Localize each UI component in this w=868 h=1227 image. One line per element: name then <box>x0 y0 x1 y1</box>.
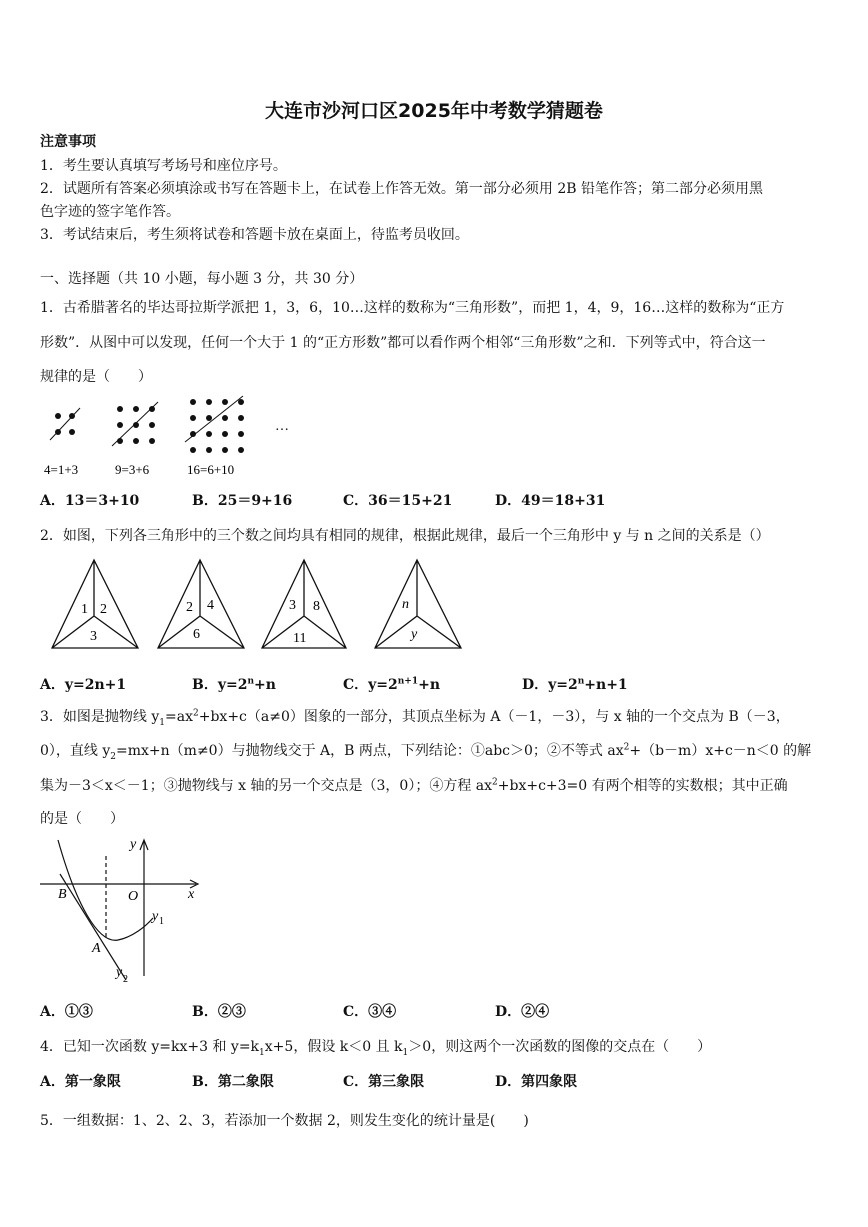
q5-line1: 5．一组数据：1、2、2、3，若添加一个数据 2，则发生变化的统计量是( ) <box>40 1113 529 1129</box>
q3-l3-b: +bx+c+3=0 有两个相等的实数根；其中正确 <box>497 778 788 794</box>
q4-l1-b: x+5，假设 k＜0 且 k <box>264 1039 403 1055</box>
graph-origin-label: O <box>128 889 139 904</box>
graph-y2-sub: 2 <box>123 974 128 985</box>
tri4-left: n <box>402 597 409 612</box>
q3-l3-sup: 2 <box>492 777 498 788</box>
q3-line1 <box>40 706 790 728</box>
graph-y2-label: y <box>116 965 123 980</box>
q3-l1-sub: 1 <box>159 717 166 728</box>
graph-point-a: A <box>92 941 101 956</box>
tri2-right: 4 <box>207 598 214 613</box>
q1-option-c[interactable]: C．36＝15+21 <box>343 493 453 509</box>
q3-l3-a: 集为－3＜x＜－1；③抛物线与 x 轴的另一个交点是（3，0）；④方程 ax <box>40 778 493 794</box>
q3-line4: 的是（ ） <box>40 811 124 827</box>
q3-option-d[interactable]: D．②④ <box>495 1004 550 1020</box>
q2-option-d-exp: n <box>577 676 585 687</box>
q4-l1-c: ＞0，则这两个一次函数的图像的交点在（ ） <box>408 1039 712 1055</box>
q1-line2: 形数”．从图中可以发现，任何一个大于 1 的“正方形数”都可以看作两个相邻“三角形数”之和．下列等式中，符合这一 <box>40 335 766 351</box>
tri1-left: 1 <box>81 602 88 617</box>
section-heading: 一、选择题（共 10 小题，每小题 3 分，共 30 分） <box>40 271 364 287</box>
q2-option-b-tail: +n <box>254 677 276 693</box>
graph-point-b: B <box>58 887 67 902</box>
note-1: 1．考生要认真填写考场号和座位序号。 <box>40 158 287 174</box>
square-numbers-figure <box>40 394 310 480</box>
tri2-bottom: 6 <box>193 627 200 642</box>
q1-line1: 1．古希腊著名的毕达哥拉斯学派把 1，3，6，10…这样的数称为“三角形数”，而把 1，4，9，16…这样的数称为“正方 <box>40 300 785 316</box>
notes-heading: 注意事项 <box>40 134 96 150</box>
q3-option-a[interactable]: A．①③ <box>40 1004 93 1020</box>
graph-y1-label: y <box>152 909 159 924</box>
q3-l2-a: 0），直线 y <box>40 743 111 759</box>
q1-option-a[interactable]: A．13＝3+10 <box>40 493 140 509</box>
tri2-left: 2 <box>186 600 193 615</box>
q3-option-b[interactable]: B．②③ <box>192 1004 246 1020</box>
q2-option-b-exp: n <box>247 676 254 687</box>
graph-y-label: y <box>130 837 137 852</box>
q4-option-a[interactable]: A．第一象限 <box>40 1074 121 1090</box>
q3-line3 <box>40 775 788 795</box>
q2-option-b[interactable] <box>192 674 276 694</box>
page-title: 大连市沙河口区2025年中考数学猜题卷 <box>265 100 603 122</box>
q2-option-c-base: C．y=2 <box>343 677 398 693</box>
tri4-bottom: y <box>411 627 418 642</box>
q1-option-d[interactable]: D．49＝18+31 <box>495 493 606 509</box>
q1-line3: 规律的是（ ） <box>40 369 152 385</box>
tri1-bottom: 3 <box>90 629 97 644</box>
q1-option-b[interactable]: B．25＝9+16 <box>192 493 293 509</box>
parabola-graph <box>38 834 208 990</box>
q2-option-b-base: B．y=2 <box>192 677 248 693</box>
q3-l2-b: =mx+n（m≠0）与抛物线交于 A，B 两点，下列结论：①abc＞0；②不等式 ax <box>116 743 624 759</box>
q3-option-c[interactable]: C．③④ <box>343 1004 397 1020</box>
note-3: 3．考试结束后，考生须将试卷和答题卡放在桌面上，待监考员收回。 <box>40 227 469 243</box>
note-2a: 2．试题所有答案必须填涂或书写在答题卡上，在试卷上作答无效。第一部分必须用 2B 铅笔作答；第二部分必须用黑 <box>40 181 763 197</box>
triangles-figure <box>40 556 480 656</box>
q4-option-c[interactable]: C．第三象限 <box>343 1074 425 1090</box>
q2-option-d-tail: +n+1 <box>584 677 628 693</box>
q3-l2-sub: 2 <box>110 751 117 762</box>
q2-option-c-tail: +n <box>418 677 441 693</box>
q2-option-a[interactable]: A．y=2n+1 <box>40 677 127 693</box>
q3-l2-c: +（b－m）x+c－n＜0 的解 <box>629 743 812 759</box>
tri3-bottom: 11 <box>293 631 307 646</box>
q4-l1-a: 4．已知一次函数 y=kx+3 和 y=k <box>40 1039 260 1055</box>
q4-l1-sub1: 1 <box>259 1047 265 1058</box>
q3-l1-a: 3．如图是抛物线 y <box>40 709 160 725</box>
q3-l1-sup: 2 <box>193 708 199 719</box>
q3-l1-b: =ax <box>165 709 193 725</box>
q2-option-d-base: D．y=2 <box>522 677 578 693</box>
graph-y1-sub: 1 <box>159 916 164 927</box>
caption-4: 4=1+3 <box>44 462 79 477</box>
q3-l2-sup: 2 <box>623 742 630 753</box>
note-2b: 色字迹的签字笔作答。 <box>40 204 180 220</box>
graph-x-label: x <box>188 887 195 902</box>
q4-line1 <box>40 1036 711 1058</box>
q2-option-c[interactable] <box>343 674 440 694</box>
q4-option-b[interactable]: B．第二象限 <box>192 1074 274 1090</box>
tri3-left: 3 <box>289 598 296 613</box>
q3-l1-c: +bx+c（a≠0）图象的一部分，其顶点坐标为 A（－1，－3），与 x 轴的一个交点为 B（－3， <box>198 709 790 725</box>
q2-option-d[interactable] <box>522 674 628 694</box>
tri1-right: 2 <box>100 602 107 617</box>
q2-option-c-exp: n+1 <box>397 676 419 687</box>
tri3-right: 8 <box>313 599 320 614</box>
q4-option-d[interactable]: D．第四象限 <box>495 1074 578 1090</box>
q3-line2 <box>40 740 811 762</box>
figure-ellipsis: … <box>275 419 289 434</box>
caption-16: 16=6+10 <box>187 462 235 477</box>
q2-line1: 2．如图，下列各三角形中的三个数之间均具有相同的规律，根据此规律，最后一个三角形中 y 与 n 之间的关系是（） <box>40 528 770 544</box>
caption-9: 9=3+6 <box>115 462 150 477</box>
q4-l1-sub2: 1 <box>402 1047 409 1058</box>
